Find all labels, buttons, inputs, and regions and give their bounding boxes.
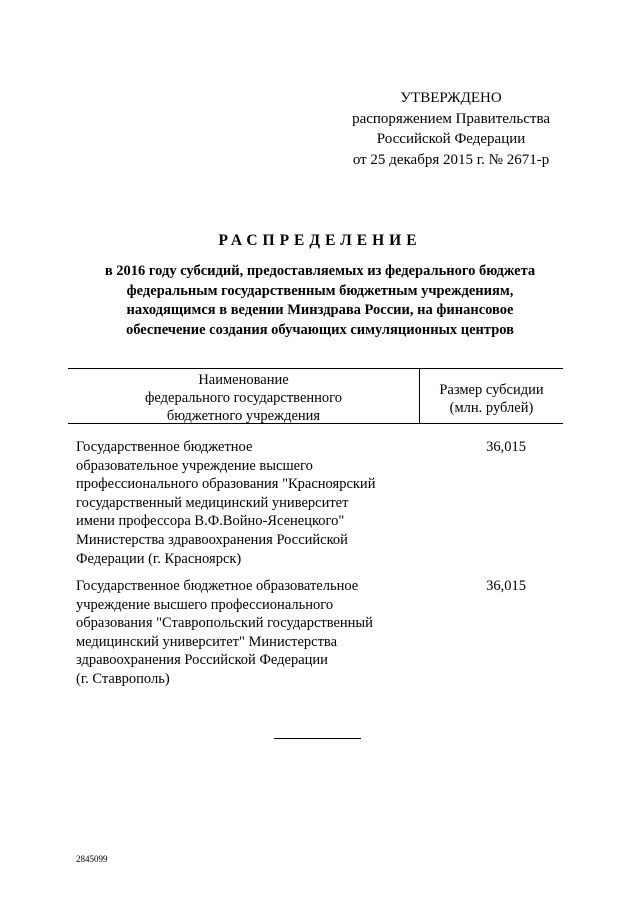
name-line: образовательное учреждение высшего [76, 457, 313, 474]
name-line: здравоохранения Российской Федерации [76, 652, 328, 669]
document-number: 2845099 [76, 854, 108, 864]
name-line: Федерации (г. Красноярск) [76, 550, 242, 567]
name-line: профессионального образования "Красноярский [76, 476, 376, 493]
name-line: учреждение высшего профессионального [76, 596, 334, 613]
header-name-line: бюджетного учреждения [166, 408, 321, 424]
subtitle-line: в 2016 году субсидий, предоставляемых из федерального бюджета [104, 263, 536, 279]
document-subtitle [80, 262, 560, 340]
subtitle-line: обеспечение создания обучающих симуляционных центров [126, 321, 514, 338]
header-amount-column [420, 381, 563, 417]
name-line: Государственное бюджетное [76, 439, 253, 455]
header-amount-line: (млн. рублей) [449, 400, 534, 416]
header-name-column [68, 371, 419, 425]
subsidy-amount: 36,015 [486, 578, 526, 594]
table-header [68, 368, 563, 424]
name-line: Государственное бюджетное образовательное [76, 578, 359, 594]
table-row [76, 438, 566, 568]
approval-line: распоряжением Правительства [352, 110, 550, 127]
approval-stamp [352, 88, 550, 170]
name-line: государственный медицинский университет [76, 494, 349, 511]
name-line: (г. Ставрополь) [76, 670, 170, 687]
header-name-line: Наименование [198, 372, 289, 388]
document-title: РАСПРЕДЕЛЕНИЕ [218, 232, 422, 249]
header-amount-line: Размер субсидии [439, 382, 544, 398]
approval-title: УТВЕРЖДЕНО [400, 90, 502, 106]
name-line: Министерства здравоохранения Российской [76, 531, 348, 548]
subtitle-line: федеральным государственным бюджетным учреждениям, [126, 282, 514, 299]
end-divider [274, 738, 361, 739]
approval-line: от 25 декабря 2015 г. № 2671-р [352, 151, 550, 168]
subtitle-line: находящимся в ведении Минздрава России, на финансовое [126, 302, 514, 318]
header-name-line: федерального государственного [144, 390, 342, 406]
institution-name [76, 577, 406, 689]
name-line: медицинский университет" Министерства [76, 633, 338, 650]
table-row [76, 577, 566, 689]
name-line: имени профессора В.Ф.Войно-Ясенецкого" [76, 513, 345, 530]
name-line: образования "Ставропольский государственный [76, 615, 373, 632]
subsidy-amount: 36,015 [486, 439, 526, 455]
institution-name [76, 438, 406, 568]
approval-line: Российской Федерации [376, 131, 526, 147]
